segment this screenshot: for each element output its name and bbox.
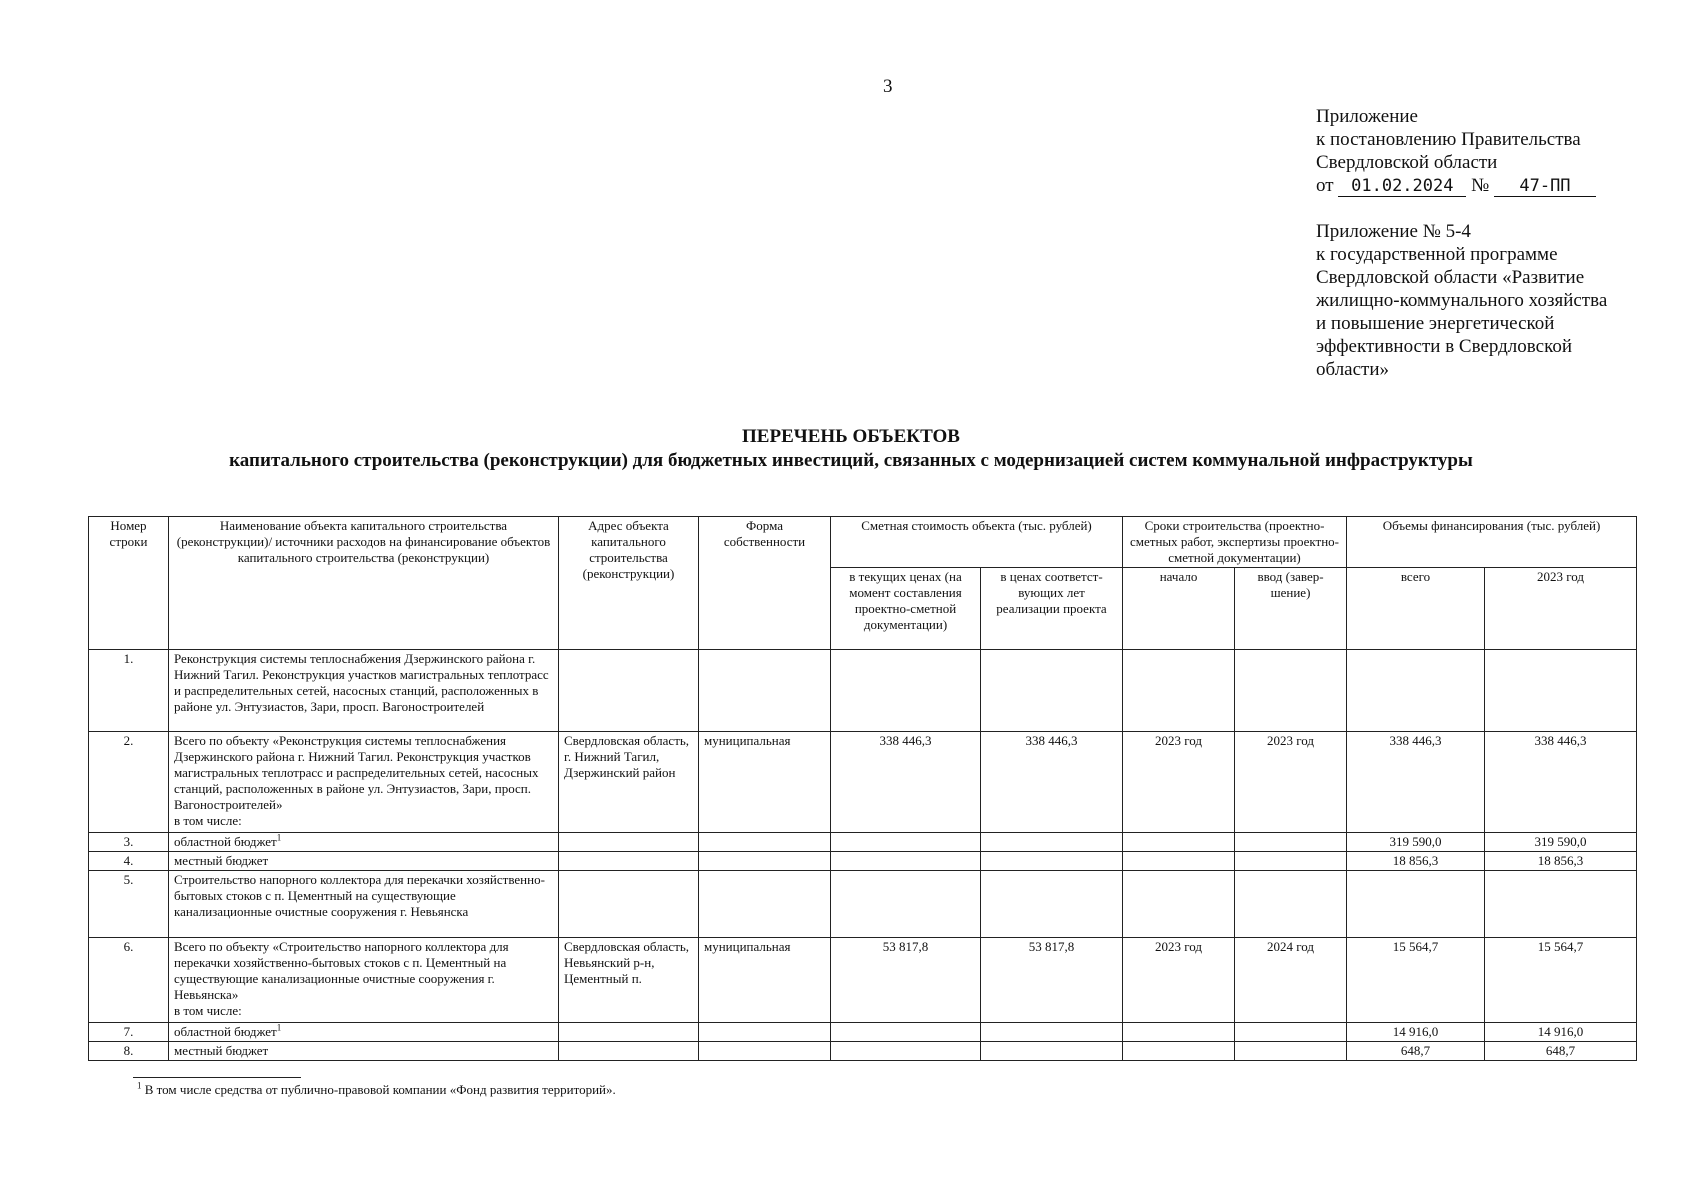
appendix-line: к государственной программе — [1316, 244, 1558, 265]
row-number-cell-text: 6. — [123, 939, 134, 954]
total-cell-text: 319 590,0 — [1389, 834, 1442, 849]
year-cell-text: 338 446,3 — [1534, 733, 1587, 748]
table-body — [89, 650, 1637, 1061]
header-cost: Сметная стоимость объекта (тыс. рублей) — [831, 517, 1123, 568]
total-cell-text: 14 916,0 — [1392, 1024, 1439, 1039]
appendix-line: Свердловской области «Развитие — [1316, 267, 1585, 288]
start-cell — [1123, 938, 1235, 1023]
footnote-text: В том числе средства от публично-правовой компании «Фонд развития территорий». — [144, 1082, 616, 1097]
year-cell — [1485, 1042, 1637, 1061]
cost-years-cell — [981, 871, 1123, 938]
start-cell — [1123, 1042, 1235, 1061]
address-cell — [559, 650, 699, 732]
name-note: в том числе: — [174, 813, 242, 828]
table-row — [89, 938, 1637, 1023]
ownership-cell — [699, 852, 831, 871]
total-cell — [1347, 1042, 1485, 1061]
name-cell-text: областной бюджет — [174, 834, 277, 849]
name-cell — [169, 871, 559, 938]
address-cell — [559, 1023, 699, 1042]
cost-years-cell — [981, 938, 1123, 1023]
row-number-cell — [89, 1023, 169, 1042]
end-cell — [1235, 732, 1347, 833]
total-cell — [1347, 1023, 1485, 1042]
table-row — [89, 833, 1637, 852]
row-number-cell-text: 8. — [123, 1043, 134, 1058]
address-cell-text: Свердловская область, г. Нижний Тагил, Дзержинский район — [564, 733, 690, 780]
header-cost-current: в текущих ценах (на момент составления проектно-сметной документации) — [831, 568, 981, 650]
header-terms: Сроки строительства (проектно-сметных работ, экспертизы проектно-сметной документации) — [1123, 517, 1347, 568]
row-number-cell — [89, 833, 169, 852]
start-cell — [1123, 833, 1235, 852]
cost-current-cell — [831, 732, 981, 833]
start-cell — [1123, 852, 1235, 871]
row-number-cell-text: 7. — [123, 1024, 134, 1039]
total-cell-text: 15 564,7 — [1392, 939, 1439, 954]
footnote-marker: 1 — [137, 1080, 142, 1091]
year-cell — [1485, 938, 1637, 1023]
approval-block — [1316, 105, 1596, 197]
row-number-cell — [89, 732, 169, 833]
cost-years-cell — [981, 1042, 1123, 1061]
name-cell — [169, 833, 559, 852]
row-number-cell — [89, 871, 169, 938]
header-year: 2023 год — [1485, 568, 1637, 650]
row-number-cell — [89, 1042, 169, 1061]
row-number-cell-text: 2. — [123, 733, 134, 748]
name-cell-text: Строительство напорного коллектора для перекачки хозяйственно-бытовых стоков с п. Цементный на существующие канализационные очистные сооружения г. Невьянска — [174, 872, 545, 919]
name-cell-text: местный бюджет — [174, 853, 269, 868]
header-financing: Объемы финансирования (тыс. рублей) — [1347, 517, 1637, 568]
appendix-line: жилищно-коммунального хозяйства — [1316, 290, 1608, 311]
row-number-cell-text: 5. — [123, 872, 134, 887]
number-prefix: № — [1471, 175, 1490, 196]
name-cell — [169, 1042, 559, 1061]
address-cell — [559, 871, 699, 938]
cost-years-cell — [981, 852, 1123, 871]
end-cell — [1235, 871, 1347, 938]
ownership-cell — [699, 938, 831, 1023]
year-cell-text: 648,7 — [1545, 1043, 1576, 1058]
address-cell-text: Свердловская область, Невьянский р-н, Цементный п. — [564, 939, 690, 986]
year-cell — [1485, 871, 1637, 938]
table-row — [89, 732, 1637, 833]
header-name: Наименование объекта капитального строительства (реконструкции)/ источники расходов на финансирование объектов капитального строительства (реконструкции) — [169, 517, 559, 650]
year-cell — [1485, 732, 1637, 833]
approval-line: к постановлению Правительства — [1316, 129, 1581, 150]
name-cell — [169, 1023, 559, 1042]
date-prefix: от — [1316, 175, 1334, 196]
address-cell — [559, 1042, 699, 1061]
document-title: ПЕРЕЧЕНЬ ОБЪЕКТОВ — [742, 426, 960, 447]
end-cell — [1235, 938, 1347, 1023]
address-cell — [559, 732, 699, 833]
ownership-cell — [699, 871, 831, 938]
header-ownership: Форма собственности — [699, 517, 831, 650]
approval-line: Приложение — [1316, 106, 1418, 127]
year-cell — [1485, 852, 1637, 871]
table-row — [89, 650, 1637, 732]
address-cell — [559, 852, 699, 871]
document-subtitle: капитального строительства (реконструкции) для бюджетных инвестиций, связанных с модернизацией систем коммунальной инфраструктуры — [229, 450, 1473, 471]
total-cell — [1347, 833, 1485, 852]
name-cell-text: областной бюджет — [174, 1024, 277, 1039]
address-cell — [559, 938, 699, 1023]
table-row — [89, 852, 1637, 871]
row-number-cell — [89, 852, 169, 871]
end-cell — [1235, 650, 1347, 732]
cost-current-cell — [831, 938, 981, 1023]
cost-current-cell — [831, 871, 981, 938]
ownership-cell — [699, 732, 831, 833]
ownership-cell — [699, 833, 831, 852]
end-cell — [1235, 1042, 1347, 1061]
ownership-cell — [699, 1042, 831, 1061]
objects-table — [88, 516, 1637, 1061]
header-row-number: Номер строки — [89, 517, 169, 650]
footnote — [137, 1082, 616, 1098]
start-cell — [1123, 1023, 1235, 1042]
approval-date-line — [1316, 174, 1596, 197]
header-start: начало — [1123, 568, 1235, 650]
cost-current-cell-text: 338 446,3 — [879, 733, 932, 748]
approval-date: 01.02.2024 — [1338, 176, 1466, 197]
start-cell — [1123, 732, 1235, 833]
end-cell-text: 2024 год — [1267, 939, 1315, 954]
ownership-cell — [699, 650, 831, 732]
year-cell-text: 18 856,3 — [1537, 853, 1584, 868]
row-number-cell-text: 4. — [123, 853, 134, 868]
row-number-cell — [89, 650, 169, 732]
ownership-cell-text: муниципальная — [704, 939, 791, 954]
ownership-cell — [699, 1023, 831, 1042]
year-cell-text: 15 564,7 — [1537, 939, 1584, 954]
year-cell-text: 319 590,0 — [1534, 834, 1587, 849]
year-cell — [1485, 1023, 1637, 1042]
cost-years-cell-text: 338 446,3 — [1025, 733, 1078, 748]
end-cell — [1235, 1023, 1347, 1042]
end-cell — [1235, 852, 1347, 871]
total-cell — [1347, 732, 1485, 833]
footnote-divider — [133, 1077, 301, 1078]
cost-years-cell — [981, 732, 1123, 833]
approval-number: 47-ПП — [1494, 176, 1596, 197]
cost-current-cell-text: 53 817,8 — [882, 939, 929, 954]
footnote-ref: 1 — [276, 832, 282, 843]
appendix-line: и повышение энергетической — [1316, 313, 1555, 334]
start-cell — [1123, 871, 1235, 938]
address-cell — [559, 833, 699, 852]
appendix-block — [1316, 220, 1607, 381]
cost-current-cell — [831, 650, 981, 732]
approval-line: Свердловской области — [1316, 152, 1498, 173]
total-cell-text: 338 446,3 — [1389, 733, 1442, 748]
appendix-line: эффективности в Свердловской — [1316, 336, 1573, 357]
cost-years-cell — [981, 650, 1123, 732]
name-cell-text: Всего по объекту «Реконструкция системы теплоснабжения Дзержинского района г. Нижний Тагил. Реконструкция участков магистральных теплотрасс и распределительных сетей, насосных станций, расположенных в районе ул. Энтузиастов, Зари, просп. Вагоностроителей» — [174, 733, 539, 812]
cost-years-cell — [981, 833, 1123, 852]
cost-years-cell — [981, 1023, 1123, 1042]
ownership-cell-text: муниципальная — [704, 733, 791, 748]
start-cell — [1123, 650, 1235, 732]
document-title-block — [0, 425, 1702, 473]
name-cell-text: Реконструкция системы теплоснабжения Дзержинского района г. Нижний Тагил. Реконструкция участков магистральных теплотрасс и распределительных сетей, насосных станций, расположенных в районе ул. Энтузиастов, Зари, просп. Вагоностроителей — [174, 651, 549, 714]
cost-years-cell-text: 53 817,8 — [1028, 939, 1075, 954]
cost-current-cell — [831, 1042, 981, 1061]
total-cell — [1347, 852, 1485, 871]
table-row — [89, 871, 1637, 938]
total-cell-text: 18 856,3 — [1392, 853, 1439, 868]
appendix-line: области» — [1316, 359, 1390, 380]
name-cell-text: местный бюджет — [174, 1043, 269, 1058]
header-end: ввод (завер-шение) — [1235, 568, 1347, 650]
name-cell-text: Всего по объекту «Строительство напорного коллектора для перекачки хозяйственно-бытовых стоков с п. Цементный на существующие канализационные очистные сооружения г. Невьянска» — [174, 939, 509, 1002]
total-cell — [1347, 938, 1485, 1023]
name-cell — [169, 732, 559, 833]
header-total: всего — [1347, 568, 1485, 650]
row-number-cell — [89, 938, 169, 1023]
start-cell-text: 2023 год — [1155, 733, 1203, 748]
table-row — [89, 1042, 1637, 1061]
year-cell — [1485, 833, 1637, 852]
page-number: 3 — [883, 76, 893, 97]
year-cell — [1485, 650, 1637, 732]
row-number-cell-text: 1. — [123, 651, 134, 666]
cost-current-cell — [831, 833, 981, 852]
start-cell-text: 2023 год — [1155, 939, 1203, 954]
end-cell — [1235, 833, 1347, 852]
name-cell — [169, 938, 559, 1023]
name-cell — [169, 852, 559, 871]
appendix-line: Приложение № 5-4 — [1316, 221, 1471, 242]
cost-current-cell — [831, 852, 981, 871]
end-cell-text: 2023 год — [1267, 733, 1315, 748]
header-address: Адрес объекта капитального строительства (реконструкции) — [559, 517, 699, 650]
total-cell — [1347, 650, 1485, 732]
table-row — [89, 1023, 1637, 1042]
total-cell — [1347, 871, 1485, 938]
header-cost-years: в ценах соответст-вующих лет реализации проекта — [981, 568, 1123, 650]
name-cell — [169, 650, 559, 732]
row-number-cell-text: 3. — [123, 834, 134, 849]
name-note: в том числе: — [174, 1003, 242, 1018]
cost-current-cell — [831, 1023, 981, 1042]
footnote-ref: 1 — [276, 1022, 282, 1033]
total-cell-text: 648,7 — [1400, 1043, 1431, 1058]
year-cell-text: 14 916,0 — [1537, 1024, 1584, 1039]
